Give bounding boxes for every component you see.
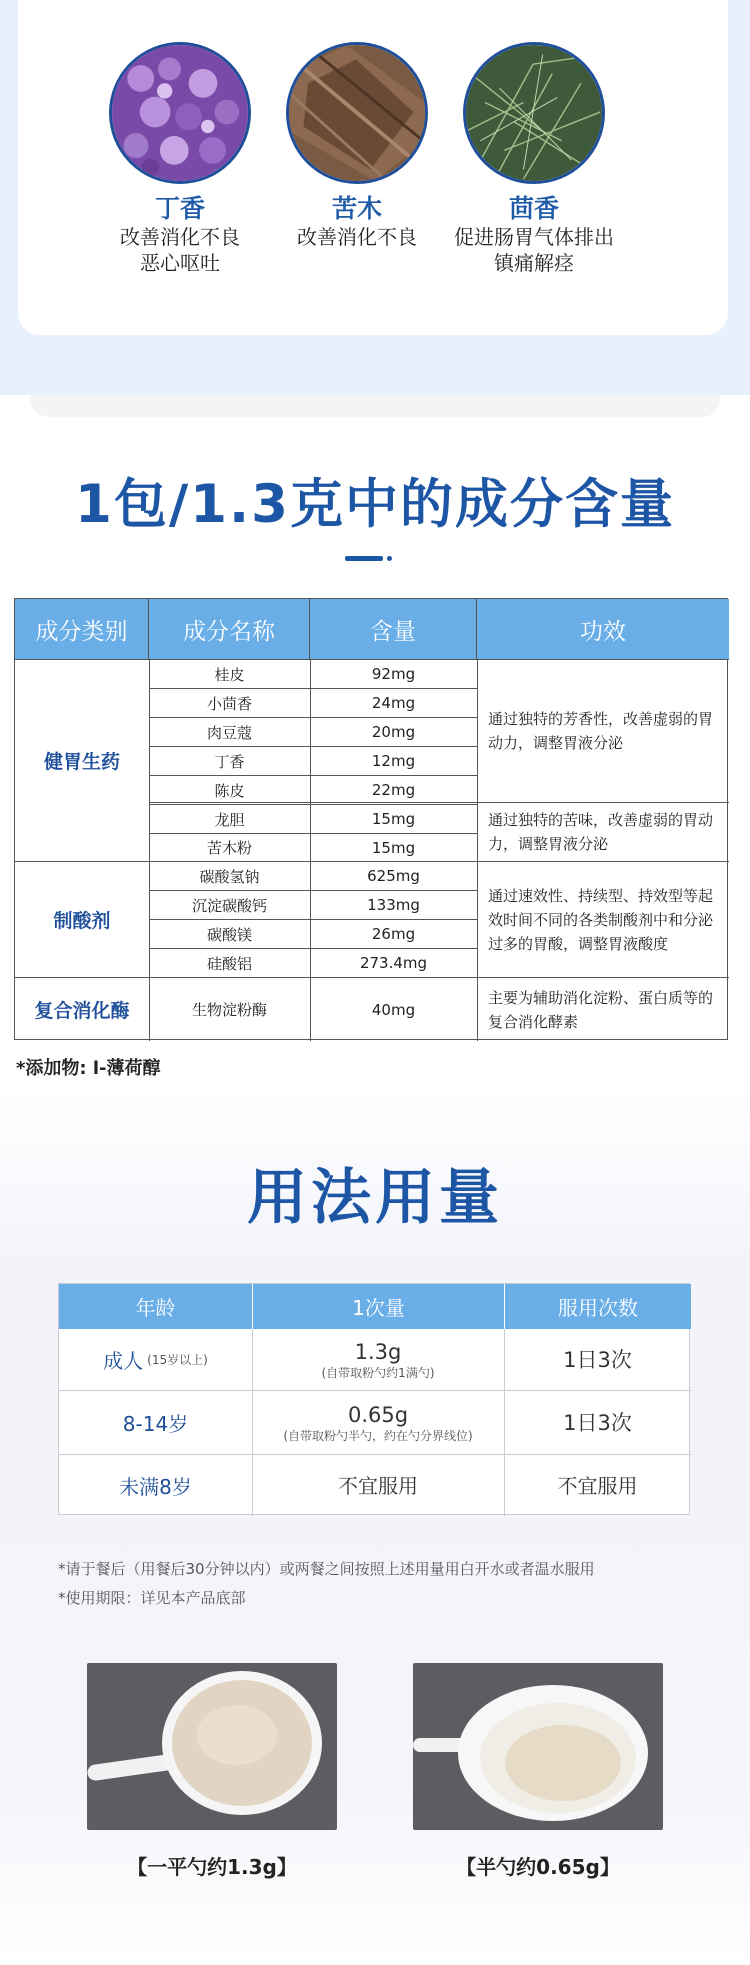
- usage-header-age: 年龄: [59, 1284, 252, 1329]
- ingredient-name: 碳酸镁: [206, 925, 252, 944]
- clove-flower-image: [109, 42, 251, 184]
- fennel-image: [463, 42, 605, 184]
- herb-desc: 恶心呕吐: [140, 251, 220, 275]
- ingredient-amount: 26mg: [371, 925, 416, 943]
- ingredient-amount: 133mg: [367, 896, 420, 914]
- usage-note: *请于餐后（用餐后30分钟以内）或两餐之间按照上述用量用白开水或者温水服用: [58, 1560, 595, 1578]
- ingredient-name: 小茴香: [206, 694, 252, 713]
- table-header-name: 成分名称: [149, 599, 310, 659]
- ingredients-title: 1包/1.3克中的成分含量: [74, 474, 676, 535]
- effect-text: 通过独特的芳香性，改善虚弱的胃动力，调整胃液分泌: [488, 710, 714, 752]
- ingredient-name: 沉淀碳酸钙: [191, 896, 267, 915]
- effect-text: 通过速效性、持续型、持效型等起效时间不同的各类制酸剂中和分泌过多的胃酸，调整胃液酸度: [488, 886, 714, 953]
- usage-times: [504, 1329, 691, 1390]
- herb-desc: 改善消化不良: [120, 225, 240, 249]
- bark-image: [286, 42, 428, 184]
- usage-times: [504, 1391, 691, 1454]
- usage-dose: [252, 1455, 504, 1516]
- ingredient-amount: 24mg: [371, 694, 416, 712]
- table-header-effect: 功效: [477, 599, 729, 659]
- usage-title: 用法用量: [247, 1163, 503, 1233]
- ingredient-name: 陈皮: [214, 781, 245, 800]
- category-antacid: 制酸剂: [53, 910, 111, 932]
- ingredient-amount: 92mg: [371, 665, 416, 683]
- herb-name: 丁香: [154, 194, 205, 223]
- herb-desc: 改善消化不良: [297, 225, 417, 249]
- age-label: 8-14岁: [122, 1412, 189, 1436]
- ingredient-name: 龙胆: [214, 810, 245, 829]
- usage-age: [59, 1391, 252, 1454]
- effect-text: 通过独特的苦味，改善虚弱的胃动力，调整胃液分泌: [488, 811, 714, 853]
- dose-value: 1.3g: [354, 1339, 402, 1364]
- ingredient-amount: 15mg: [371, 810, 416, 828]
- times-value: 1日3次: [563, 1347, 632, 1372]
- herb-desc: 促进肠胃气体排出: [454, 225, 614, 249]
- dose-value: 0.65g: [347, 1402, 409, 1427]
- usage-times: [504, 1455, 691, 1516]
- usage-dose: [252, 1329, 504, 1390]
- dose-value: 不宜服用: [338, 1473, 418, 1498]
- ingredient-name: 苦木粉: [206, 839, 252, 857]
- ingredient-amount: 625mg: [367, 867, 420, 885]
- ingredient-name: 碳酸氢钠: [199, 867, 260, 886]
- ingredients-table: [14, 598, 728, 1040]
- usage-age: [59, 1455, 252, 1516]
- herb-desc: 镇痛解痉: [494, 251, 574, 275]
- full-spoon-image: [87, 1663, 337, 1830]
- table-header-amount: 含量: [310, 599, 477, 659]
- effect-text: 主要为辅助消化淀粉、蛋白质等的复合消化酵素: [488, 988, 714, 1031]
- usage-note: *使用期限：详见本产品底部: [58, 1589, 246, 1607]
- ingredient-name: 桂皮: [214, 665, 245, 684]
- age-label: 成人: [103, 1349, 144, 1373]
- full-spoon-caption: 【一平勺约1.3g】: [127, 1855, 297, 1879]
- category-stomachic: 健胃生药: [43, 751, 120, 773]
- table-header-category: 成分类别: [15, 599, 149, 659]
- ingredient-amount: 40mg: [371, 1000, 416, 1019]
- ingredient-amount: 273.4mg: [359, 954, 428, 972]
- times-value: 1日3次: [563, 1410, 632, 1435]
- herb-clove: [80, 42, 280, 276]
- half-spoon-caption: 【半勺约0.65g】: [456, 1855, 620, 1879]
- age-note: (15岁以上): [147, 1352, 208, 1367]
- usage-dose: [252, 1391, 504, 1454]
- ingredient-amount: 12mg: [371, 752, 416, 770]
- times-value: 不宜服用: [557, 1473, 638, 1498]
- herb-name: 苦木: [331, 194, 382, 223]
- dose-note: (自带取粉勺半勺，约在勺分界线位): [283, 1428, 473, 1443]
- title-dot: [387, 556, 392, 561]
- additive-note: *添加物: l-薄荷醇: [16, 1058, 161, 1079]
- usage-header-times: 服用次数: [504, 1284, 691, 1329]
- ingredient-name: 硅酸铝: [206, 954, 252, 973]
- category-enzyme: 复合消化酶: [34, 1000, 130, 1022]
- ingredient-name: 生物淀粉酶: [191, 1001, 267, 1019]
- herb-card-shadow: [30, 395, 720, 417]
- usage-age: [59, 1329, 252, 1390]
- age-label: 未满8岁: [119, 1475, 192, 1499]
- title-underline: [345, 556, 383, 561]
- usage-header-dose: 1次量: [252, 1284, 504, 1329]
- ingredient-amount: 20mg: [371, 723, 416, 741]
- ingredient-name: 丁香: [214, 752, 245, 771]
- ingredient-name: 肉豆蔻: [206, 723, 252, 742]
- ingredient-amount: 15mg: [371, 838, 416, 857]
- herb-name: 茴香: [508, 194, 559, 223]
- ingredient-amount: 22mg: [371, 781, 416, 799]
- herb-fennel: [434, 42, 634, 276]
- herb-picrasma: [257, 42, 457, 250]
- dose-note: (自带取粉勺约1满勺): [321, 1365, 435, 1380]
- usage-table: [58, 1283, 690, 1515]
- half-spoon-image: [413, 1663, 663, 1830]
